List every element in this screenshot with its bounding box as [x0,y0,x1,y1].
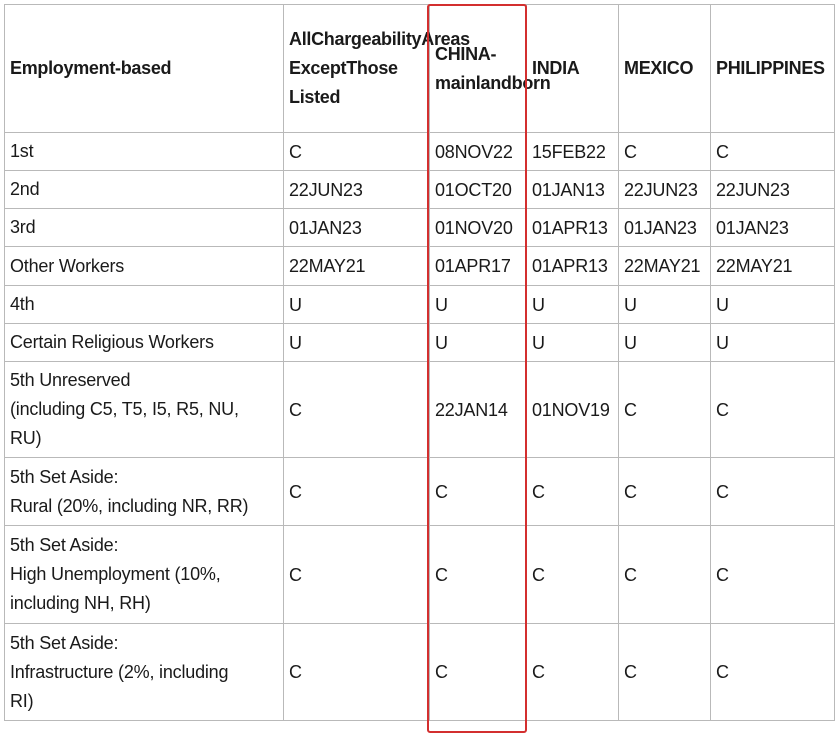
header-line: Employment- [10,58,121,78]
row-label [5,624,284,721]
row-label [5,458,284,526]
row-label-line: RU) [10,428,42,448]
table-cell: 01JAN23 [284,209,430,247]
header-line: Areas Except [289,29,470,78]
table-row [5,286,835,324]
row-label [5,171,284,209]
row-label-line: 5th Unreserved [10,370,131,390]
table-cell: 01JAN13 [527,171,619,209]
header-row [5,5,835,133]
table-cell: C [527,624,619,721]
table-cell: 15FEB22 [527,133,619,171]
table-cell: U [711,324,835,362]
table-cell: C [284,526,430,624]
table-body [5,133,835,721]
row-label-line: 3rd [10,217,36,237]
table-cell: C [619,526,711,624]
table-cell: C [711,624,835,721]
table-cell: 01APR13 [527,247,619,286]
table-cell: C [430,526,527,624]
table-cell: U [284,286,430,324]
header-india [527,5,619,133]
table-cell: C [284,362,430,458]
header-philippines [711,5,835,133]
table-row [5,171,835,209]
table-cell: 22MAY21 [711,247,835,286]
table-cell: U [430,324,527,362]
table-row [5,133,835,171]
row-label-line: 1st [10,141,34,161]
table-cell: 01JAN23 [711,209,835,247]
table-cell: U [284,324,430,362]
row-label-line: High Unemployment (10%, [10,564,221,584]
row-label-line: Other Workers [10,255,125,276]
table-cell: C [711,133,835,171]
table-cell: C [430,624,527,721]
table-cell: C [284,133,430,171]
table-cell: C [619,133,711,171]
table-row [5,624,835,721]
table-cell: 01OCT20 [430,171,527,209]
table-cell: 22JUN23 [284,171,430,209]
table-cell: C [284,458,430,526]
row-label [5,247,284,286]
table-row [5,458,835,526]
row-label-line: Infrastructure (2%, including [10,661,229,682]
header-china [430,5,551,133]
row-label [5,526,284,624]
row-label-line: 2nd [10,179,40,199]
table-row [5,362,835,458]
table-cell: U [527,324,619,362]
header-line: All [289,29,312,49]
table-row [5,247,835,286]
row-label-line: 4th [10,294,35,314]
table-cell: U [619,286,711,324]
table-row [5,209,835,247]
header-line: CHINA- [435,43,497,64]
table-cell: C [711,526,835,624]
table-cell: C [430,458,527,526]
table-row [5,324,835,362]
row-label-line: 5th Set Aside: [10,466,119,487]
row-label [5,324,284,362]
table-cell: 22JUN23 [711,171,835,209]
header-line: MEXICO [624,58,694,78]
table-cell: 01APR13 [527,209,619,247]
header-line: mainland [435,72,512,93]
row-label [5,362,284,458]
table-cell: C [711,458,835,526]
table-cell: U [430,286,527,324]
row-label-line: Rural (20%, including NR, RR) [10,495,249,516]
header-line: Those Listed [289,58,398,107]
header-mexico [619,5,711,133]
table-cell: C [711,362,835,458]
row-label-line: 5th Set Aside: [10,632,119,653]
table-cell: U [527,286,619,324]
row-label-line: including NH, RH) [10,593,151,613]
row-label [5,209,284,247]
row-label-line: Certain Religious Workers [10,332,214,352]
table-row [5,526,835,624]
table-cell: 22JUN23 [619,171,711,209]
table-cell: 01NOV20 [430,209,527,247]
row-label-line: 5th Set Aside: [10,535,119,555]
table-cell: 01JAN23 [619,209,711,247]
table-cell: 08NOV22 [430,133,527,171]
header-line: born [511,72,551,93]
header-line: INDIA [532,58,580,78]
table-cell: 01NOV19 [527,362,619,458]
header-line: based [120,58,172,78]
row-label [5,133,284,171]
table-cell: C [619,458,711,526]
table-cell: C [527,526,619,624]
table-cell: U [711,286,835,324]
table-cell: C [619,624,711,721]
header-employment-based [5,5,284,133]
table-cell: 01APR17 [430,247,527,286]
table-cell: 22MAY21 [619,247,711,286]
header-line: PHILIPPINES [716,58,825,78]
row-label-line: RI) [10,690,34,711]
table-cell: 22MAY21 [284,247,430,286]
table-cell: U [619,324,711,362]
table-cell: 22JAN14 [430,362,527,458]
table-cell: C [284,624,430,721]
table-cell: C [527,458,619,526]
row-label [5,286,284,324]
header-line: Chargeability [311,29,422,49]
table-cell: C [619,362,711,458]
row-label-line: (including C5, T5, I5, R5, NU, [10,399,239,419]
visa-bulletin-table [4,4,835,721]
